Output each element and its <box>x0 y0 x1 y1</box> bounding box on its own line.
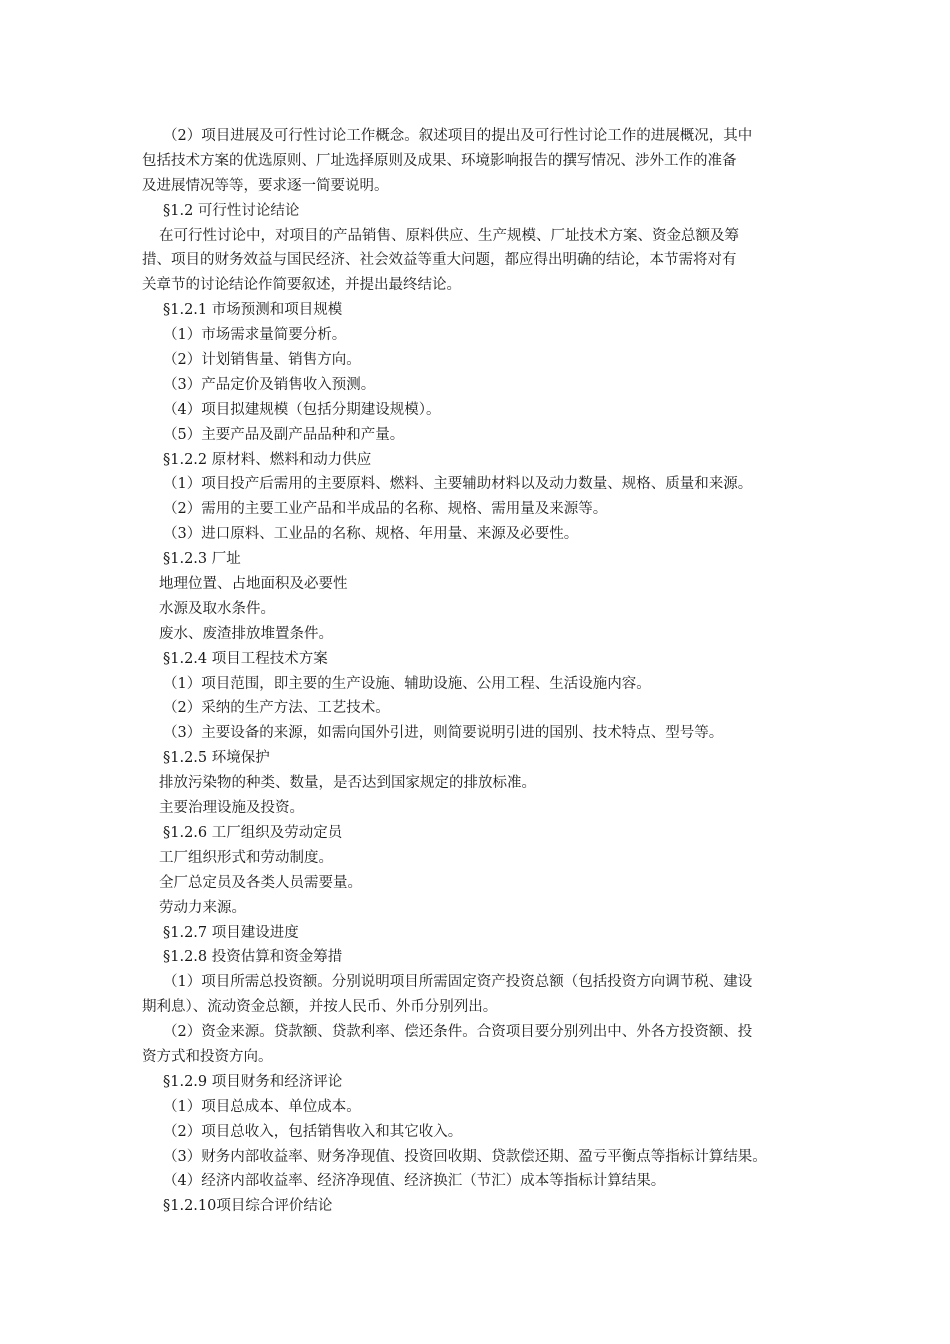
text-line: （2）项目进展及可行性讨论工作概念。叙述项目的提出及可行性讨论工作的进展概况，其中 <box>163 128 753 144</box>
text-line: 水源及取水条件。 <box>159 600 275 617</box>
text-line: 地理位置、占地面积及必要性 <box>159 576 348 593</box>
text-line: （2）采纳的生产方法、工艺技术。 <box>163 700 390 717</box>
section-heading: §1.2.6 工厂组织及劳动定员 <box>163 824 343 841</box>
section-heading: §1.2.4 项目工程技术方案 <box>163 650 328 667</box>
text-line: 工厂组织形式和劳动制度。 <box>159 849 333 866</box>
section-heading: §1.2.1 市场预测和项目规模 <box>163 302 343 319</box>
text-line: 全厂总定员及各类人员需要量。 <box>159 874 362 891</box>
text-line: （3）产品定价及销售收入预测。 <box>163 376 376 393</box>
text-line: （2）项目总收入，包括销售收入和其它收入。 <box>163 1123 463 1140</box>
section-heading: §1.2.10项目综合评价结论 <box>163 1198 333 1215</box>
text-line: （3）财务内部收益率、财务净现值、投资回收期、贷款偿还期、盈亏平衡点等指标计算结果。 <box>163 1148 767 1165</box>
text-line: （1）项目所需总投资额。分别说明项目所需固定资产投资总额（包括投资方向调节税、建设 <box>163 974 753 991</box>
section-heading: §1.2.5 环境保护 <box>163 750 270 767</box>
text-line: 劳动力来源。 <box>159 899 246 916</box>
text-line: 废水、废渣排放堆置条件。 <box>159 625 333 642</box>
section-heading: §1.2 可行性讨论结论 <box>163 202 300 219</box>
text-line: 主要治理设施及投资。 <box>159 800 304 817</box>
text-line: 及进展情况等等，要求逐一简要说明。 <box>142 177 389 194</box>
text-line: （1）项目总成本、单位成本。 <box>163 1098 361 1115</box>
text-line: 包括技术方案的优选原则、厂址选择原则及成果、环境影响报告的撰写情况、涉外工作的准备 <box>142 152 737 169</box>
section-heading: §1.2.8 投资估算和资金筹措 <box>163 949 343 966</box>
section-heading: §1.2.3 厂址 <box>163 551 241 568</box>
text-line: （3）主要设备的来源，如需向国外引进，则简要说明引进的国别、技术特点、型号等。 <box>163 725 724 742</box>
text-line: （2）需用的主要工业产品和半成品的名称、规格、需用量及来源等。 <box>163 501 608 518</box>
document-body <box>142 124 822 1219</box>
text-line: （1）项目投产后需用的主要原料、燃料、主要辅助材料以及动力数量、规格、质量和来源。 <box>163 476 753 493</box>
text-line: （1）项目范围，即主要的生产设施、辅助设施、公用工程、生活设施内容。 <box>163 675 651 692</box>
text-line: （4）项目拟建规模（包括分期建设规模）。 <box>163 401 441 418</box>
text-line: （3）进口原料、工业品的名称、规格、年用量、来源及必要性。 <box>163 526 579 543</box>
text-line: 期利息）、流动资金总额，并按人民币、外币分别列出。 <box>142 999 498 1016</box>
section-heading: §1.2.9 项目财务和经济评论 <box>163 1073 343 1090</box>
text-line: 排放污染物的种类、数量，是否达到国家规定的排放标准。 <box>159 775 536 792</box>
text-line: 关章节的讨论结论作简要叙述，并提出最终结论。 <box>142 277 461 294</box>
text-line: （5）主要产品及副产品品种和产量。 <box>163 426 405 443</box>
text-line: 资方式和投资方向。 <box>142 1048 273 1065</box>
text-line: （2）计划销售量、销售方向。 <box>163 352 361 369</box>
section-heading: §1.2.2 原材料、燃料和动力供应 <box>163 451 372 468</box>
text-line: （2）资金来源。贷款额、贷款利率、偿还条件。合资项目要分别列出中、外各方投资额、投 <box>163 1024 753 1041</box>
text-line: （1）市场需求量简要分析。 <box>163 327 347 344</box>
text-line: （4）经济内部收益率、经济净现值、经济换汇（节汇）成本等指标计算结果。 <box>163 1173 666 1190</box>
text-line: 在可行性讨论中，对项目的产品销售、原料供应、生产规模、厂址技术方案、资金总额及筹 <box>159 227 739 244</box>
section-heading: §1.2.7 项目建设进度 <box>163 924 299 941</box>
text-line: 措、项目的财务效益与国民经济、社会效益等重大问题，都应得出明确的结论，本节需将对有 <box>142 252 737 269</box>
